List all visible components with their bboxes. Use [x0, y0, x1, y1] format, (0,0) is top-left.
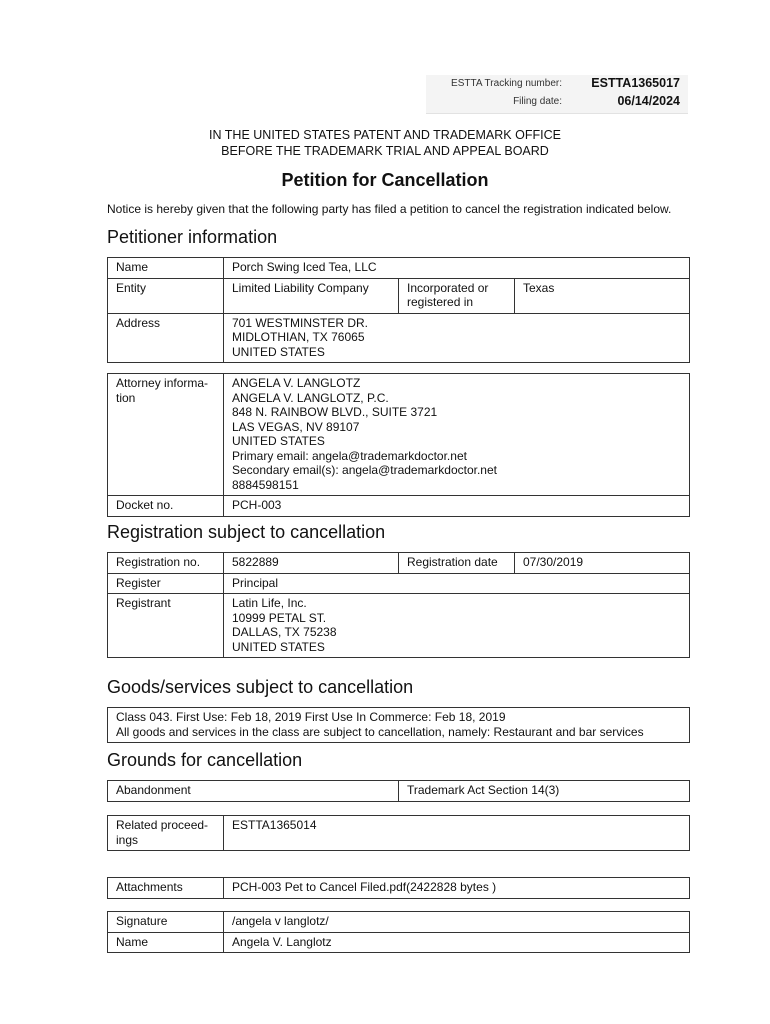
register-label: Register	[108, 573, 224, 594]
signature-value: /angela v langlotz/	[224, 912, 690, 933]
goods-services-text: Class 043. First Use: Feb 18, 2019 First Use In Commerce: Feb 18, 2019 All goods and services in the class are subject to cancellation, namely: Restaurant and bar services	[108, 708, 690, 743]
table-row	[108, 594, 690, 658]
goods-heading: Goods/services subject to cancellation	[107, 677, 414, 697]
attorney-value: ANGELA V. LANGLOTZ ANGELA V. LANGLOTZ, P.C. 848 N. RAINBOW BLVD., SUITE 3721 LAS VEGAS, NV 89107 UNITED STATES Primary email: angela@trademarkdoctor.net Secondary email(s): angela@trademarkdoctor.net 8884598151	[224, 374, 690, 496]
entity-value: Limited Liability Company	[224, 278, 399, 313]
registration-date-value: 07/30/2019	[515, 553, 690, 574]
attachments-label: Attachments	[108, 878, 224, 899]
table-row	[108, 278, 690, 313]
registration-table	[107, 552, 690, 658]
ground-value: Abandonment	[108, 781, 399, 802]
tracking-box	[426, 75, 688, 114]
incorporated-label: Incorporated or registered in	[399, 278, 515, 313]
table-row	[108, 573, 690, 594]
registration-heading: Registration subject to cancellation	[107, 522, 386, 542]
board-header: BEFORE THE TRADEMARK TRIAL AND APPEAL BOARD	[221, 144, 549, 158]
registration-date-label: Registration date	[399, 553, 515, 574]
table-row	[108, 932, 690, 953]
name-label: Name	[108, 258, 224, 279]
petitioner-heading: Petitioner information	[107, 227, 278, 247]
tracking-number-value: ESTTA1365017	[591, 76, 680, 90]
table-row	[108, 258, 690, 279]
office-header: IN THE UNITED STATES PATENT AND TRADEMARK OFFICE	[209, 128, 561, 142]
table-row	[108, 878, 690, 899]
signature-table	[107, 911, 690, 953]
tracking-number-row	[426, 75, 688, 93]
registration-number-value: 5822889	[224, 553, 399, 574]
docket-label: Docket no.	[108, 496, 224, 517]
table-row	[108, 781, 690, 802]
filing-date-label: Filing date:	[513, 96, 562, 107]
grounds-table	[107, 780, 690, 802]
registrant-label: Registrant	[108, 594, 224, 658]
table-row	[108, 553, 690, 574]
table-row	[108, 816, 690, 851]
grounds-heading: Grounds for cancellation	[107, 750, 303, 770]
related-proceedings-label: Related proceed- ings	[108, 816, 224, 851]
related-proceedings-value: ESTTA1365014	[224, 816, 690, 851]
address-label: Address	[108, 313, 224, 363]
address-value: 701 WESTMINSTER DR. MIDLOTHIAN, TX 76065 UNITED STATES	[224, 313, 690, 363]
docket-value: PCH-003	[224, 496, 690, 517]
registrant-value: Latin Life, Inc. 10999 PETAL ST. DALLAS, TX 75238 UNITED STATES	[224, 594, 690, 658]
attachments-value: PCH-003 Pet to Cancel Filed.pdf(2422828 bytes )	[224, 878, 690, 899]
signer-name-label: Name	[108, 932, 224, 953]
signature-label: Signature	[108, 912, 224, 933]
filing-date-value: 06/14/2024	[617, 94, 680, 108]
petitioner-table	[107, 257, 690, 363]
related-table	[107, 815, 690, 851]
entity-label: Entity	[108, 278, 224, 313]
register-value: Principal	[224, 573, 690, 594]
incorporated-value: Texas	[515, 278, 690, 313]
attorney-label: Attorney informa- tion	[108, 374, 224, 496]
signer-name-value: Angela V. Langlotz	[224, 932, 690, 953]
table-row	[108, 374, 690, 496]
attorney-table	[107, 373, 690, 517]
table-row	[108, 708, 690, 743]
table-row	[108, 912, 690, 933]
table-row	[108, 313, 690, 363]
name-value: Porch Swing Iced Tea, LLC	[224, 258, 690, 279]
filing-date-row	[426, 93, 688, 111]
attachments-table	[107, 877, 690, 899]
page-title: Petition for Cancellation	[281, 170, 489, 190]
notice-text: Notice is hereby given that the following party has filed a petition to cancel the registration indicated below.	[107, 202, 672, 216]
ground-section: Trademark Act Section 14(3)	[399, 781, 690, 802]
tracking-number-label: ESTTA Tracking number:	[451, 78, 562, 89]
table-row	[108, 496, 690, 517]
goods-table	[107, 707, 690, 743]
registration-number-label: Registration no.	[108, 553, 224, 574]
